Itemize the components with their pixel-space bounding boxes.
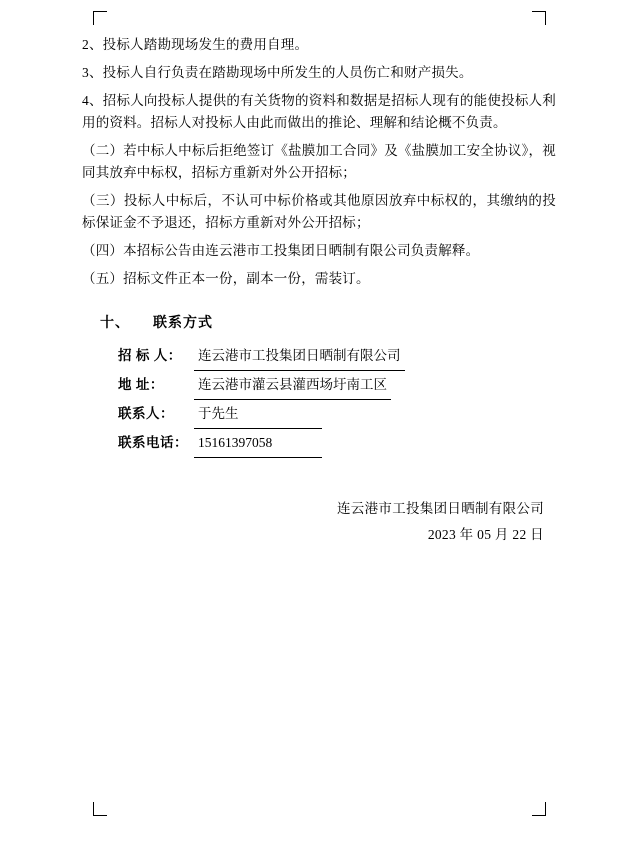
- paragraph-clause-4: （四）本招标公告由连云港市工投集团日晒制有限公司负责解释。: [82, 243, 480, 258]
- contact-row-phone: [118, 429, 556, 458]
- contact-block: [118, 342, 556, 458]
- section-title-text: 联系方式: [153, 316, 213, 331]
- contact-value-bidder: 连云港市工投集团日晒制有限公司: [194, 342, 405, 371]
- contact-label-bidder: 招 标 人：: [118, 348, 182, 363]
- signature-company: 连云港市工投集团日晒制有限公司: [337, 501, 544, 516]
- section-number: 十、: [100, 316, 130, 331]
- contact-value-person: 于先生: [194, 400, 322, 429]
- contact-label-phone: 联系电话：: [118, 435, 188, 450]
- signature-date: 2023 年 05 月 22 日: [427, 527, 544, 542]
- signature-block: [82, 496, 556, 548]
- paragraph-item-3: 3、投标人自行负责在踏勘现场中所发生的人员伤亡和财产损失。: [82, 65, 473, 80]
- contact-label-person: 联系人：: [118, 406, 174, 421]
- document-body: [82, 34, 556, 548]
- paragraph-item-2: 2、投标人踏勘现场发生的费用自理。: [82, 37, 309, 52]
- paragraph-clause-5: （五）招标文件正本一份，副本一份，需装订。: [82, 271, 370, 286]
- contact-row-bidder: [118, 342, 556, 371]
- contact-value-phone: 15161397058: [194, 429, 322, 458]
- contact-value-address: 连云港市灌云县灌西场圩南工区: [194, 371, 391, 400]
- paragraph-clause-2: （二）若中标人中标后拒绝签订《盐膜加工合同》及《盐膜加工安全协议》，视同其放弃中标权，招标方重新对外公开招标；: [82, 143, 556, 180]
- contact-label-address: 地 址：: [118, 377, 164, 392]
- paragraph-clause-3: （三）投标人中标后，不认可中标价格或其他原因放弃中标权的，其缴纳的投标保证金不予退还，招标方重新对外公开招标；: [82, 193, 556, 230]
- paragraph-item-4: 4、招标人向投标人提供的有关货物的资料和数据是招标人现有的能使投标人利用的资料。招标人对投标人由此而做出的推论、理解和结论概不负责。: [82, 93, 556, 130]
- section-heading-contact: [100, 312, 556, 332]
- contact-row-address: [118, 371, 556, 400]
- contact-row-person: [118, 400, 556, 429]
